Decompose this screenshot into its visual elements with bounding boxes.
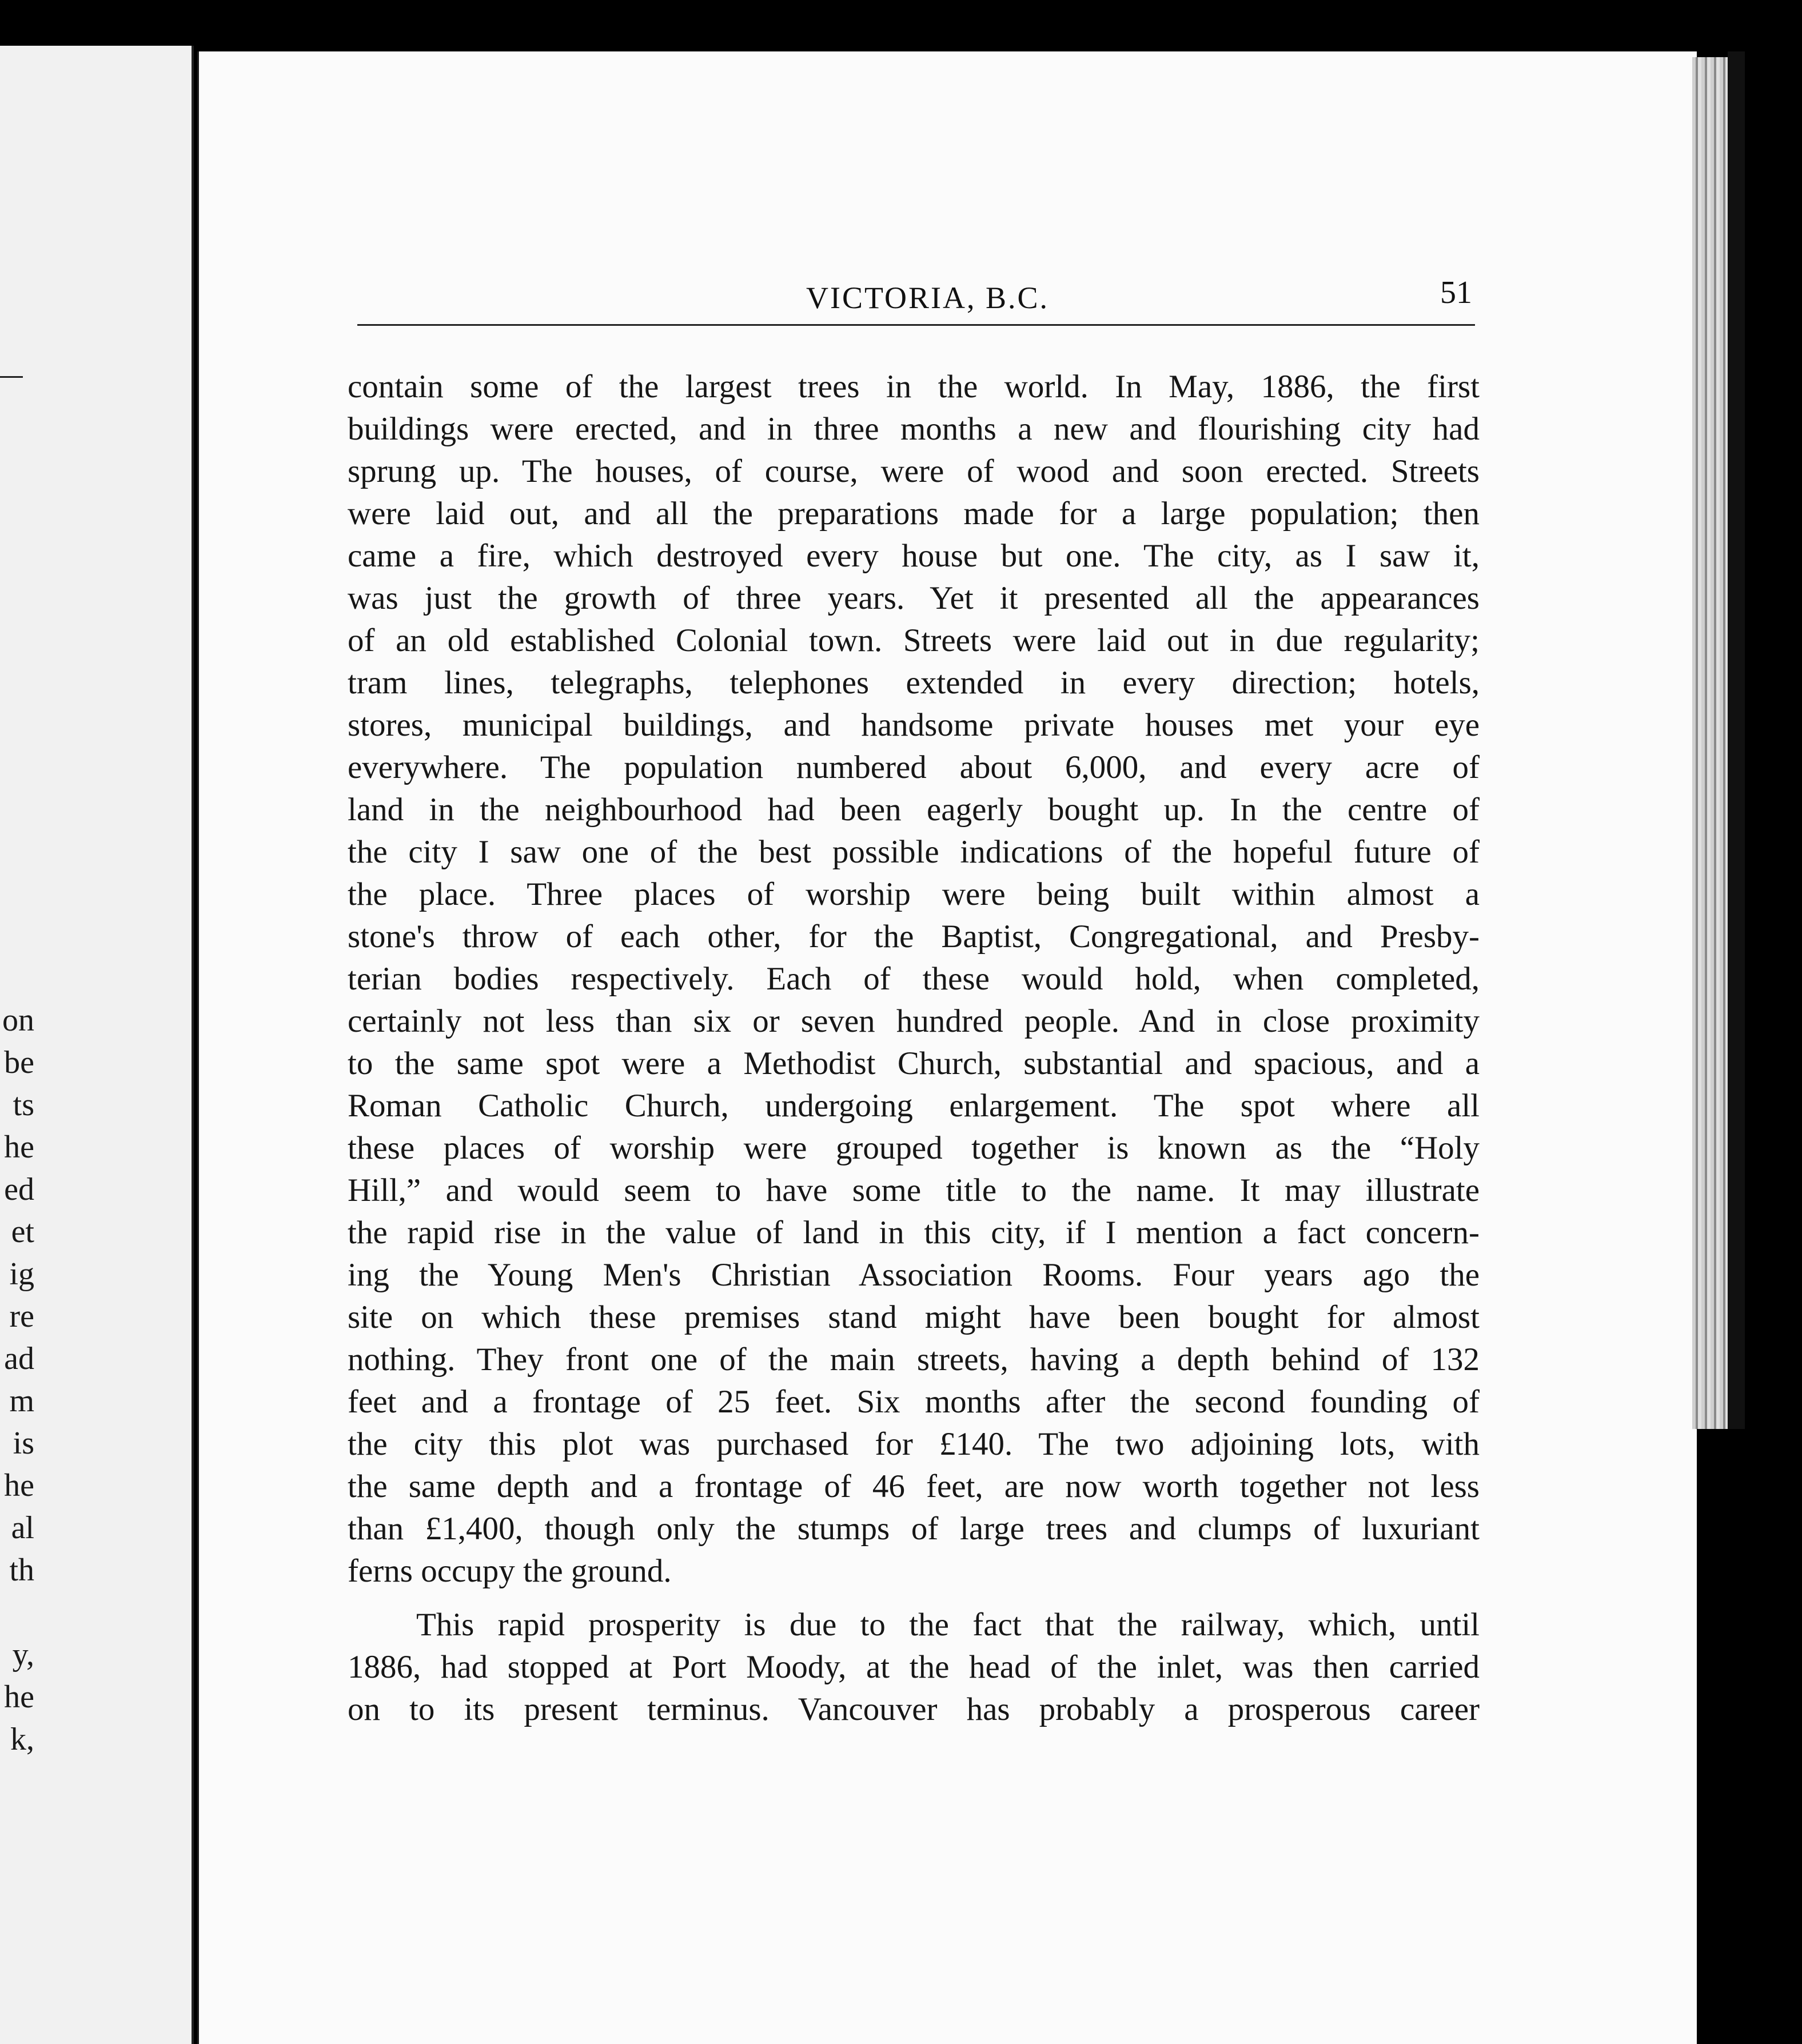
text-line: Roman Catholic Church, undergoing enlargement. The spot where all (348, 1088, 1480, 1124)
text-line: was just the growth of three years. Yet it presented all the appearances (348, 580, 1480, 616)
text-line: the city this plot was purchased for £140. The two adjoining lots, with (348, 1426, 1480, 1462)
text-line: the same depth and a frontage of 46 feet, are now worth together not less (348, 1468, 1480, 1504)
text-line: were laid out, and all the preparations made for a large population; then (348, 496, 1480, 532)
text-line: than £1,400, though only the stumps of large trees and clumps of luxuriant (348, 1511, 1480, 1547)
text-line: to the same spot were a Methodist Church, substantial and spacious, and a (348, 1045, 1480, 1081)
left-page-rule (0, 376, 23, 378)
text-line: feet and a frontage of 25 feet. Six months after the second founding of (348, 1384, 1480, 1420)
left-fragment: re (9, 1299, 34, 1334)
text-line: of an old established Colonial town. Streets were laid out in due regularity; (348, 622, 1480, 658)
page-number: 51 (1440, 275, 1472, 310)
text-line: stone's throw of each other, for the Baptist, Congregational, and Presby- (348, 919, 1480, 955)
text-line: these places of worship were grouped together is known as the “Holy (348, 1130, 1480, 1166)
left-fragment: he (4, 1468, 34, 1503)
paragraph-2 (348, 1604, 1480, 1731)
text-line: Hill,” and would seem to have some title to the name. It may illustrate (348, 1172, 1480, 1208)
left-fragment: is (13, 1426, 34, 1461)
text-line: the place. Three places of worship were being built within almost a (348, 876, 1480, 912)
body-text (348, 366, 1480, 1731)
text-line: nothing. They front one of the main streets, having a depth behind of 132 (348, 1342, 1480, 1378)
left-fragment: k, (10, 1722, 34, 1757)
text-line: 1886, had stopped at Port Moody, at the head of the inlet, was then carried (348, 1649, 1480, 1685)
text-line: ing the Young Men's Christian Association Rooms. Four years ago the (348, 1257, 1480, 1293)
page-edge (1692, 57, 1728, 1429)
text-line: the rapid rise in the value of land in this city, if I mention a fact concern- (348, 1215, 1480, 1251)
left-fragment: m (9, 1383, 34, 1419)
text-line: terian bodies respectively. Each of these would hold, when completed, (348, 961, 1480, 997)
left-page-text-fragments (0, 999, 34, 1760)
left-fragment: ig (9, 1256, 34, 1292)
text-line: tram lines, telegraphs, telephones extended in every direction; hotels, (348, 665, 1480, 701)
text-line: certainly not less than six or seven hundred people. And in close proximity (348, 1003, 1480, 1039)
left-fragment: he (4, 1129, 34, 1165)
left-fragment: al (11, 1510, 34, 1546)
page-edge-shadow (1728, 51, 1745, 1429)
left-page (0, 46, 194, 2044)
text-line: stores, municipal buildings, and handsome private houses met your eye (348, 707, 1480, 743)
text-line: site on which these premises stand might have been bought for almost (348, 1299, 1480, 1335)
running-head: VICTORIA, B.C. (806, 281, 1050, 315)
left-fragment: et (11, 1214, 34, 1249)
left-fragment (0, 1591, 34, 1634)
text-line: This rapid prosperity is due to the fact that the railway, which, until (416, 1607, 1480, 1643)
left-fragment: on (2, 1003, 34, 1038)
text-line: sprung up. The houses, of course, were of wood and soon erected. Streets (348, 453, 1480, 489)
text-line: contain some of the largest trees in the world. In May, 1886, the first (348, 369, 1480, 405)
left-fragment: ed (4, 1172, 34, 1207)
paragraph-gap (348, 1592, 1480, 1604)
text-line: the city I saw one of the best possible indications of the hopeful future of (348, 834, 1480, 870)
left-fragment: ad (4, 1341, 34, 1376)
text-line: ferns occupy the ground. (348, 1553, 672, 1589)
text-line: land in the neighbourhood had been eagerly bought up. In the centre of (348, 792, 1480, 828)
left-fragment: y, (12, 1637, 34, 1672)
header-rule (357, 324, 1475, 326)
text-line: came a fire, which destroyed every house but one. The city, as I saw it, (348, 538, 1480, 574)
page-header (354, 274, 1478, 326)
left-fragment: he (4, 1679, 34, 1715)
left-fragment: ts (13, 1087, 34, 1123)
left-fragment: th (9, 1552, 34, 1588)
text-line: everywhere. The population numbered about 6,000, and every acre of (348, 749, 1480, 785)
left-fragment: be (4, 1045, 34, 1080)
paragraph-1 (348, 366, 1480, 1592)
text-line: on to its present terminus. Vancouver has probably a prosperous career (348, 1691, 1480, 1727)
text-line: buildings were erected, and in three months a new and flourishing city had (348, 411, 1480, 447)
